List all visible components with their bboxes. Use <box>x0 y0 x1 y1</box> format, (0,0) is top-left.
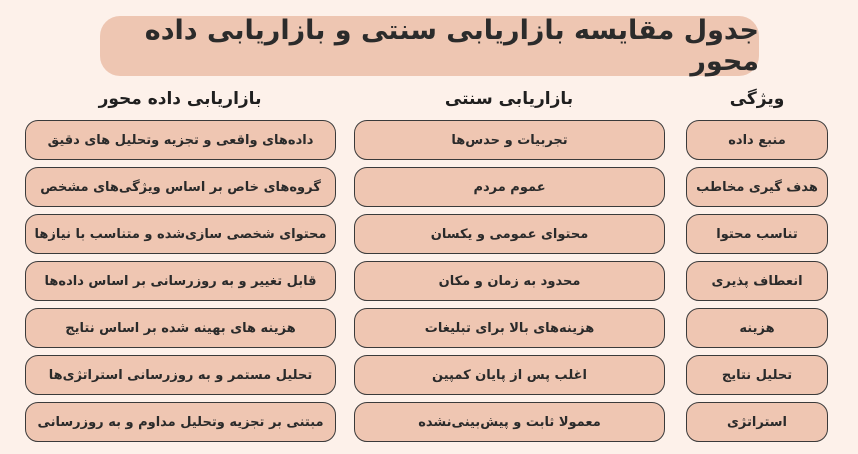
feature-cell: تحلیل نتایج <box>686 355 828 395</box>
data-driven-cell: داده‌های واقعی و تجزیه وتحلیل های دقیق <box>25 120 336 160</box>
traditional-cell: هزینه‌های بالا برای تبلیغات <box>354 308 665 348</box>
data-driven-cell: قابل تغییر و به روزرسانی بر اساس داده‌ها <box>25 261 336 301</box>
page-title: جدول مقایسه بازاریابی سنتی و بازاریابی داده محور <box>100 16 759 76</box>
traditional-cell: محتوای عمومی و یکسان <box>354 214 665 254</box>
traditional-cell: معمولا ثابت و پیش‌بینی‌نشده <box>354 402 665 442</box>
feature-cell: انعطاف پذیری <box>686 261 828 301</box>
header-data-driven: بازاریابی داده محور <box>98 89 262 109</box>
traditional-cell: عموم مردم <box>354 167 665 207</box>
feature-cell: استراتژی <box>686 402 828 442</box>
traditional-cell: اغلب پس از پایان کمپین <box>354 355 665 395</box>
data-driven-cell: هزینه های بهینه شده بر اساس نتایج <box>25 308 336 348</box>
traditional-cell: محدود به زمان و مکان <box>354 261 665 301</box>
data-driven-cell: مبتنی بر تجزیه وتحلیل مداوم و به روزرسانی <box>25 402 336 442</box>
header-traditional: بازاریابی سنتی <box>444 89 574 109</box>
data-driven-cell: گروه‌های خاص بر اساس ویژگی‌های مشخص <box>25 167 336 207</box>
data-driven-cell: تحلیل مستمر و به روزرسانی استراتژی‌ها <box>25 355 336 395</box>
feature-cell: هدف گیری مخاطب <box>686 167 828 207</box>
feature-cell: منبع داده <box>686 120 828 160</box>
header-feature: ویژگی <box>729 89 785 109</box>
data-driven-cell: محتوای شخصی سازی‌شده و متناسب با نیازها <box>25 214 336 254</box>
feature-cell: هزینه <box>686 308 828 348</box>
feature-cell: تناسب محتوا <box>686 214 828 254</box>
traditional-cell: تجربیات و حدس‌ها <box>354 120 665 160</box>
